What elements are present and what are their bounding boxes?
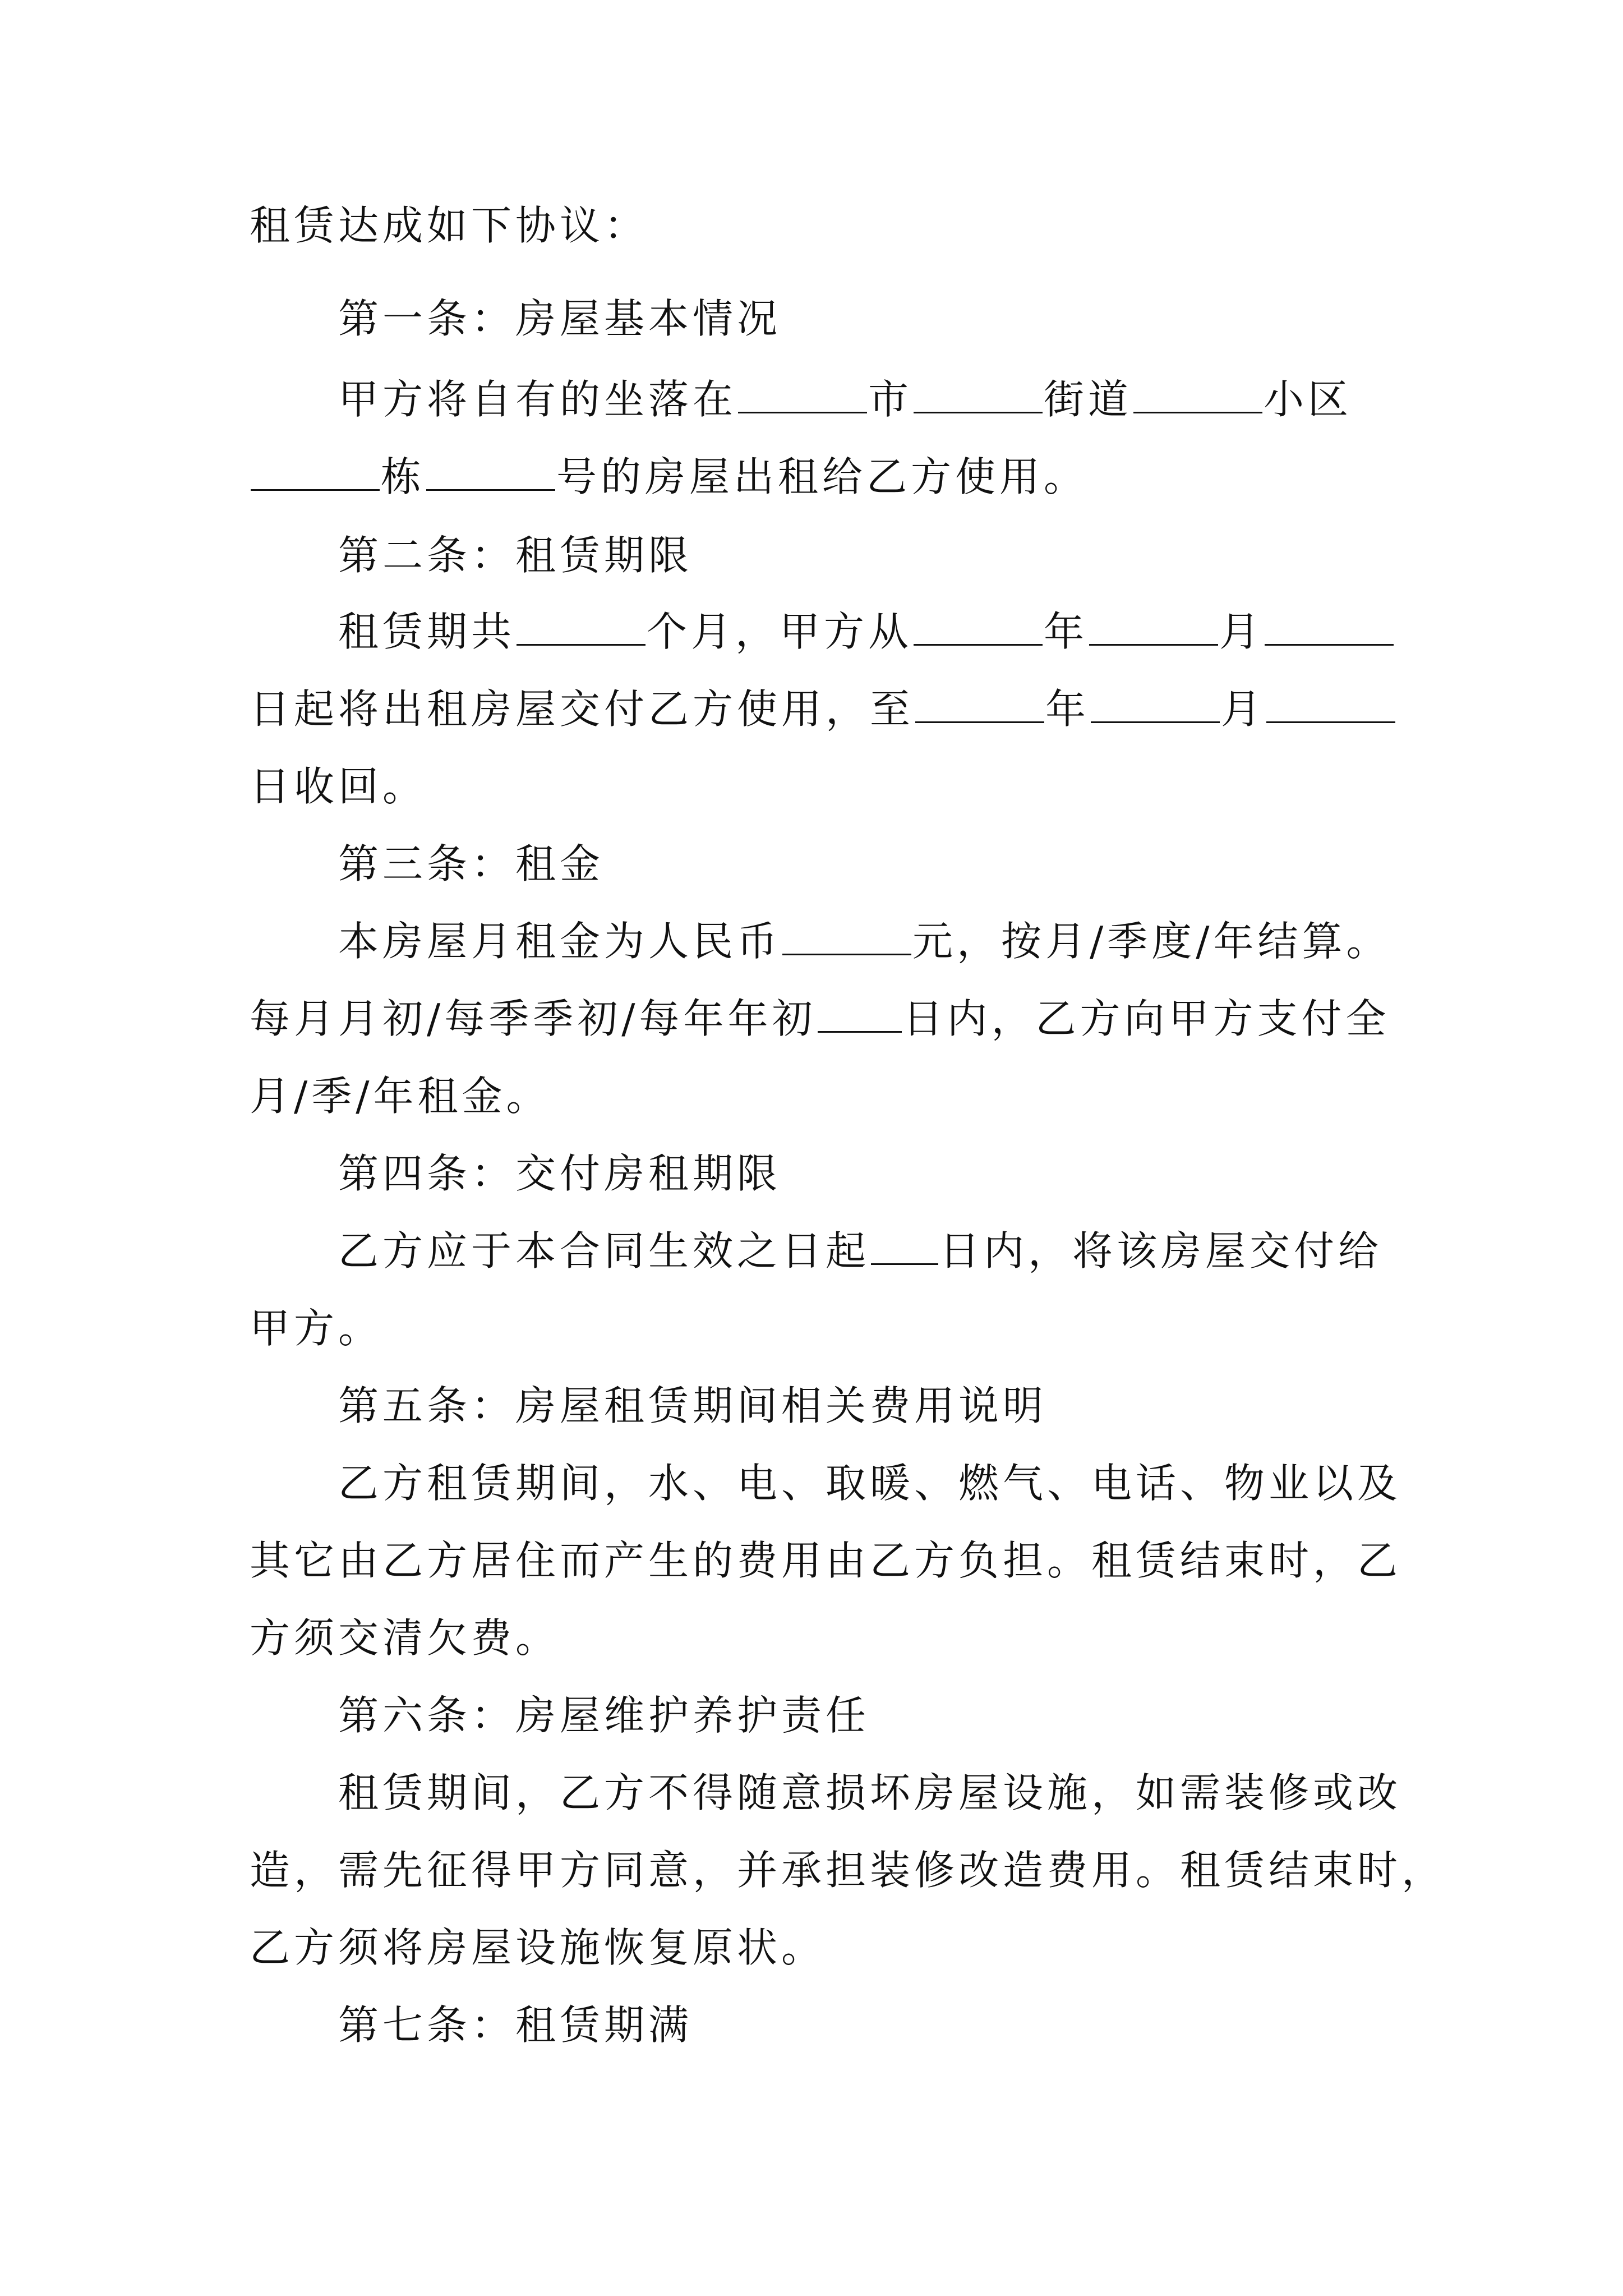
text: 方须交清欠费。	[250, 1614, 560, 1662]
article-2-body-line-1	[338, 604, 1395, 660]
blank-community[interactable]	[1133, 374, 1262, 413]
blank-end-day[interactable]	[1266, 683, 1395, 723]
article-4-body-line-2	[250, 1300, 382, 1356]
text: 小区	[1264, 376, 1353, 423]
article-5-body-line-2	[250, 1533, 1401, 1589]
article-1-body-line-1	[338, 371, 1352, 427]
blank-building[interactable]	[251, 451, 380, 491]
text: 每月月初/每季季初/每年年初	[250, 995, 817, 1042]
text: 日内，乙方向甲方支付全	[902, 995, 1390, 1042]
article-3-body-line-1	[338, 913, 1391, 969]
article-2-body-line-3	[250, 758, 427, 815]
blank-start-day[interactable]	[1265, 606, 1394, 646]
text: 本房屋月租金为人民币	[338, 918, 782, 965]
text: 日起将出租房屋交付乙方使用，至	[250, 685, 915, 733]
article-3-body-line-3	[250, 1068, 551, 1124]
article-2-body-line-2	[250, 681, 1396, 737]
text: 乙方租赁期间，水、电、取暖、燃气、电话、物业以及	[338, 1460, 1402, 1507]
text: 甲方。	[250, 1305, 383, 1352]
article-4-body-line-1	[338, 1223, 1382, 1279]
article-5-body-line-1	[338, 1455, 1401, 1511]
text: 第七条：租赁期满	[338, 2001, 693, 2049]
text: 号的房屋出租给乙方使用。	[556, 453, 1089, 500]
article-3-heading	[338, 836, 604, 892]
text: 造，需先征得甲方同意，并承担装修改造费用。租赁结束时，	[250, 1847, 1446, 1894]
article-7-heading	[338, 1997, 693, 2053]
article-6-body-line-3	[250, 1920, 826, 1976]
text: 年	[1044, 608, 1089, 655]
blank-end-year[interactable]	[915, 683, 1044, 723]
text: 其它由乙方居住而产生的费用由乙方负担。租赁结束时，乙	[250, 1537, 1402, 1584]
article-6-heading	[338, 1687, 870, 1743]
text: 乙方应于本合同生效之日起	[338, 1227, 870, 1274]
article-5-heading	[338, 1378, 1047, 1434]
blank-handover-days[interactable]	[871, 1225, 938, 1265]
article-2-heading	[338, 527, 693, 583]
text: 第三条：租金	[338, 840, 605, 887]
text: 第一条：房屋基本情况	[338, 295, 782, 342]
article-4-heading	[338, 1145, 781, 1202]
article-1-body-line-2	[250, 449, 1088, 505]
blank-city[interactable]	[738, 374, 867, 413]
text: 租赁达成如下协议：	[250, 202, 649, 249]
text: 第六条：房屋维护养护责任	[338, 1692, 870, 1739]
text: 市	[868, 376, 913, 423]
blank-start-month[interactable]	[1089, 606, 1218, 646]
text: 日内，将该房屋交付给	[939, 1227, 1383, 1274]
article-6-body-line-1	[338, 1765, 1401, 1821]
text: 年	[1045, 685, 1090, 733]
article-3-body-line-2	[250, 991, 1390, 1047]
blank-start-year[interactable]	[914, 606, 1043, 646]
article-5-body-line-3	[250, 1610, 560, 1666]
text: 甲方将自有的坐落在	[338, 376, 737, 423]
article-6-body-line-2	[250, 1842, 1446, 1898]
text: 月	[1221, 685, 1266, 733]
text: 第五条：房屋租赁期间相关费用说明	[338, 1382, 1048, 1429]
text: 租赁期间，乙方不得随意损坏房屋设施，如需装修或改	[338, 1769, 1402, 1816]
text: 栋	[381, 453, 426, 500]
text: 街道	[1044, 376, 1133, 423]
text: 个月，甲方从	[647, 608, 913, 655]
article-1-heading	[338, 291, 781, 347]
text: 元，按月/季度/年结算。	[912, 918, 1391, 965]
intro-line	[250, 197, 648, 254]
blank-rent-amount[interactable]	[782, 915, 911, 955]
text: 月/季/年租金。	[250, 1073, 551, 1120]
text: 租赁期共	[338, 608, 516, 655]
blank-end-month[interactable]	[1091, 683, 1220, 723]
text: 第四条：交付房租期限	[338, 1150, 782, 1197]
blank-months[interactable]	[517, 606, 645, 646]
blank-street[interactable]	[914, 374, 1043, 413]
text: 日收回。	[250, 763, 427, 810]
text: 第二条：租赁期限	[338, 532, 693, 579]
blank-payment-days[interactable]	[818, 993, 902, 1033]
blank-number[interactable]	[426, 451, 555, 491]
text: 乙方须将房屋设施恢复原状。	[250, 1924, 826, 1971]
text: 月	[1219, 608, 1264, 655]
